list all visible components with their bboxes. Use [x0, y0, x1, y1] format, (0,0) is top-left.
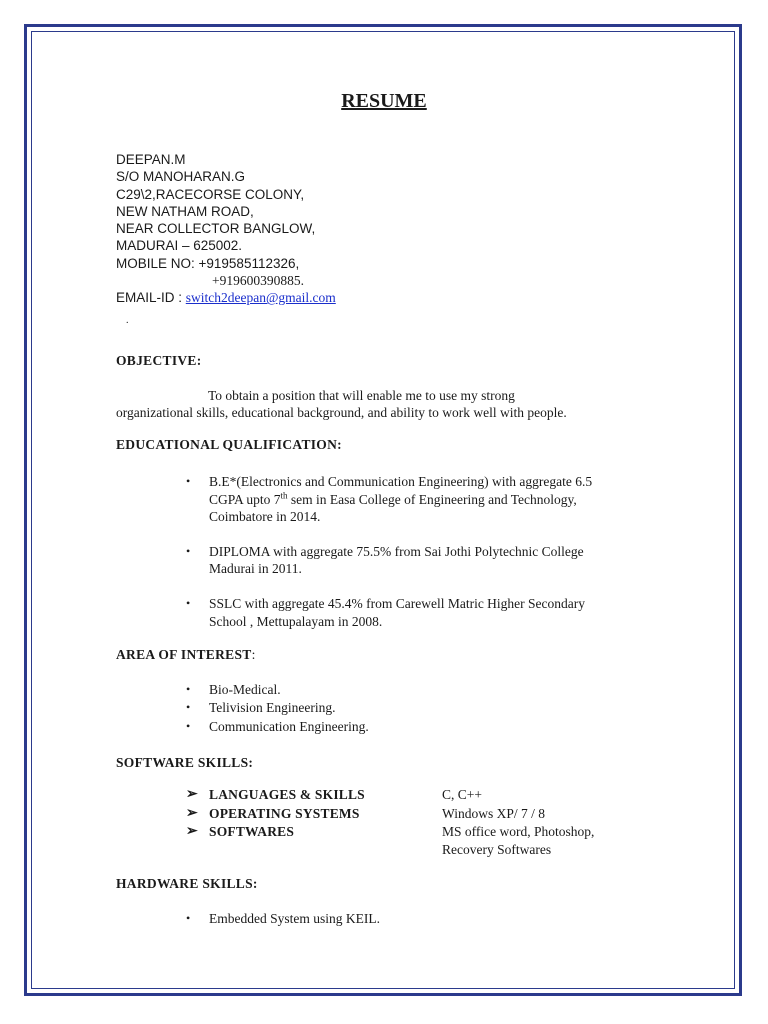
email-line — [116, 289, 336, 306]
arrow-bullet-icon: ➢ — [186, 824, 198, 839]
interest-item: Communication Engineering. — [209, 719, 369, 734]
objective-heading: OBJECTIVE: — [116, 353, 202, 368]
hardware-item: Embedded System using KEIL. — [209, 911, 380, 926]
education-be-line-2 — [209, 491, 577, 508]
education-sslc-line-2: School , Mettupalayam in 2008. — [209, 614, 383, 629]
objective-line-1: To obtain a position that will enable me to use my strong — [208, 388, 515, 403]
education-be-line-1: B.E*(Electronics and Communication Engineering) with aggregate 6.5 — [209, 474, 593, 489]
be-superscript: th — [280, 490, 288, 501]
interest-colon: : — [251, 647, 256, 662]
be-cgpa-text: CGPA upto 7 — [209, 492, 281, 507]
address-line-3: NEAR COLLECTOR BANGLOW, — [116, 221, 316, 237]
mobile-line-1: MOBILE NO: +919585112326, — [116, 255, 300, 271]
father-name-line: S/O MANOHARAN.G — [116, 169, 246, 185]
contact-block — [116, 151, 336, 307]
software-heading: SOFTWARE SKILLS: — [116, 755, 254, 770]
name-line: DEEPAN.M — [116, 152, 186, 167]
arrow-bullet-icon: ➢ — [186, 806, 198, 821]
bullet-icon: • — [186, 596, 191, 610]
objective-line-2: organizational skills, educational background, and ability to work well with people. — [116, 405, 567, 420]
arrow-bullet-icon: ➢ — [186, 787, 198, 802]
stray-dot: . — [126, 315, 129, 326]
education-diploma-line-1: DIPLOMA with aggregate 75.5% from Sai Jothi Polytechnic College — [209, 544, 584, 559]
bullet-icon: • — [186, 911, 191, 925]
hardware-heading: HARDWARE SKILLS: — [116, 876, 258, 891]
education-sslc-line-1: SSLC with aggregate 45.4% from Carewell Matric Higher Secondary — [209, 596, 586, 611]
education-diploma-line-2: Madurai in 2011. — [209, 561, 302, 576]
address-line-1: C29\2,RACECORSE COLONY, — [116, 186, 305, 202]
skill-value: C, C++ — [442, 787, 482, 802]
interest-heading-text: AREA OF INTEREST — [116, 647, 252, 662]
skill-label: SOFTWARES — [209, 824, 295, 839]
skill-label: OPERATING SYSTEMS — [209, 806, 360, 821]
mobile-line-2: +919600390885. — [212, 273, 304, 289]
skill-value: MS office word, Photoshop, — [442, 824, 595, 839]
skill-value: Windows XP/ 7 / 8 — [442, 806, 545, 821]
bullet-icon: • — [186, 719, 191, 733]
bullet-icon: • — [186, 474, 191, 488]
skill-label: LANGUAGES & SKILLS — [209, 787, 365, 802]
city-line: MADURAI – 625002. — [116, 238, 243, 254]
email-link[interactable]: switch2deepan@gmail.com — [185, 290, 336, 306]
bullet-icon: • — [186, 682, 191, 696]
be-college-text: sem in Easa College of Engineering and Technology, — [287, 492, 577, 507]
education-heading: EDUCATIONAL QUALIFICATION: — [116, 437, 342, 452]
education-be-line-3: Coimbatore in 2014. — [209, 509, 321, 524]
address-line-2: NEW NATHAM ROAD, — [116, 203, 254, 219]
interest-heading — [116, 646, 256, 663]
bullet-icon: • — [186, 700, 191, 714]
objective-text — [116, 387, 567, 421]
interest-item: Bio-Medical. — [209, 682, 281, 697]
bullet-icon: • — [186, 544, 191, 558]
resume-title: RESUME — [341, 90, 427, 112]
interest-item: Telivision Engineering. — [209, 700, 336, 715]
skill-value-continued: Recovery Softwares — [442, 842, 552, 857]
email-label: EMAIL-ID : — [116, 290, 186, 306]
